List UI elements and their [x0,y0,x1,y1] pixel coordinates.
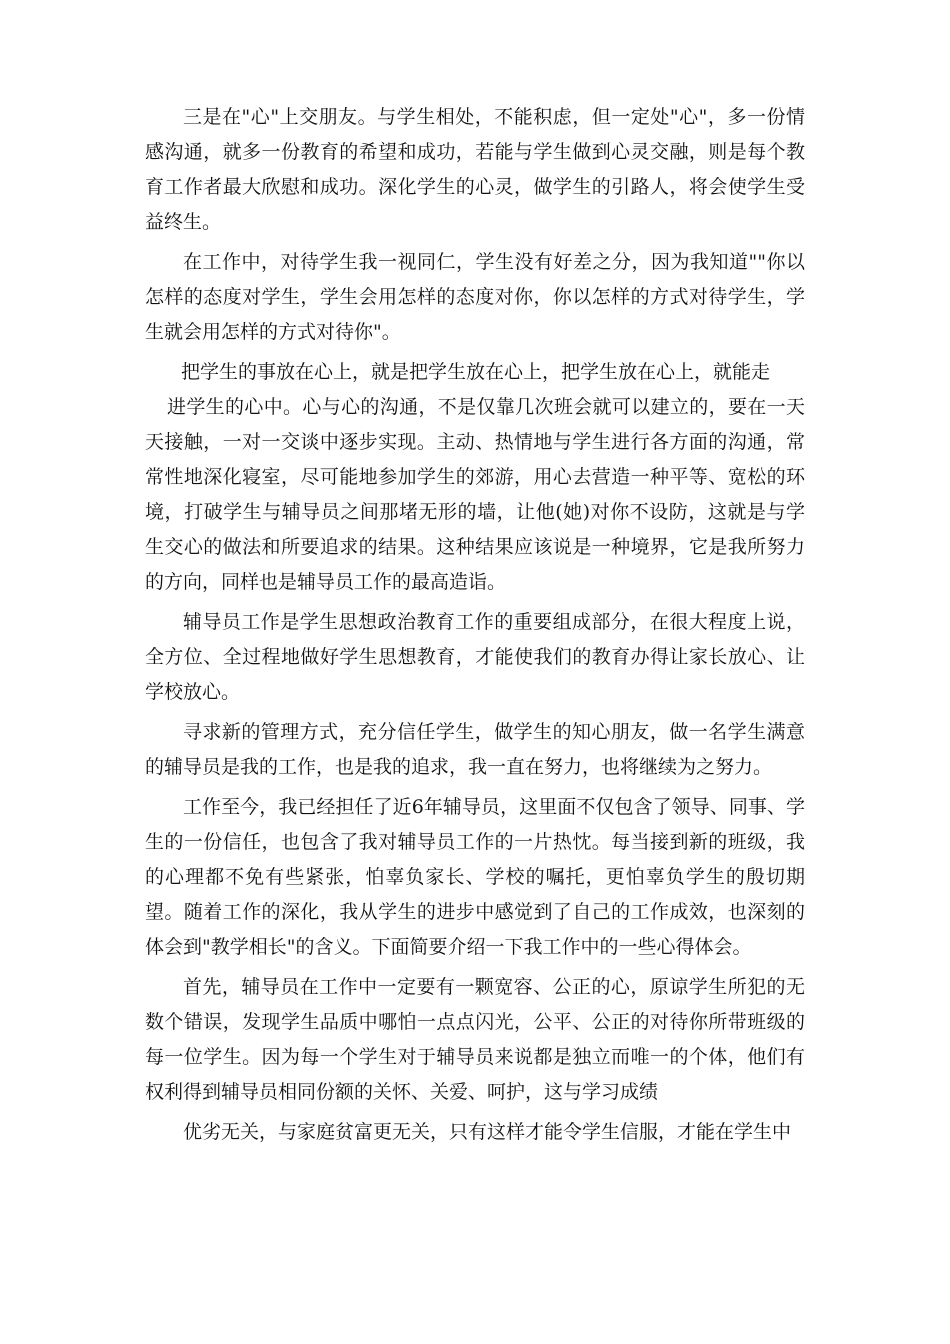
paragraph-8: 首先，辅导员在工作中一定要有一颗宽容、公正的心，原谅学生所犯的无数个错误，发现学生品质中哪怕一点点闪光，公平、公正的对待你所带班级的每一位学生。因为每一个学生对于辅导员来说都是独立而唯一的个体，他们有权利得到辅导员相同份额的关怀、关爱、呵护，这与学习成绩 [145,976,805,1103]
document-page [145,100,805,1155]
paragraph-1: 三是在"心"上交朋友。与学生相处，不能积虑，但一定处"心"，多一份情感沟通，就多一份教育的希望和成功，若能与学生做到心灵交融，则是每个教育工作者最大欣慰和成功。深化学生的心灵，做学生的引路人，将会使学生受益终生。 [145,106,805,233]
paragraph-4: 进学生的心中。心与心的沟通，不是仅靠几次班会就可以建立的，要在一天天接触，一对一交谈中逐步实现。主动、热情地与学生进行各方面的沟通，常常性地深化寝室，尽可能地参加学生的郊游，用心去营造一种平等、宽松的环境，打破学生与辅导员之间那堵无形的墙，让他(她)对你不设防，这就是与学生交心的做法和所要追求的结果。这种结果应该说是一种境界，它是我所努力的方向，同样也是辅导员工作的最高造诣。 [145,396,805,593]
paragraph-9: 优劣无关，与家庭贫富更无关，只有这样才能令学生信服，才能在学生中 [183,1121,792,1143]
paragraph-2: 在工作中，对待学生我一视同仁，学生没有好差之分，因为我知道""你以怎样的态度对学生，学生会用怎样的态度对你，你以怎样的方式对待学生，学生就会用怎样的方式对待你"。 [145,251,805,343]
paragraph-5: 辅导员工作是学生思想政治教育工作的重要组成部分，在很大程度上说，全方位、全过程地做好学生思想教育，才能使我们的教育办得让家长放心、让学校放心。 [145,611,805,703]
paragraph-3: 把学生的事放在心上，就是把学生放在心上，把学生放在心上，就能走 [181,361,771,383]
paragraph-7: 工作至今，我已经担任了近6年辅导员，这里面不仅包含了领导、同事、学生的一份信任，也包含了我对辅导员工作的一片热忱。每当接到新的班级，我的心理都不免有些紧张，怕辜负家长、学校的嘱托，更怕辜负学生的殷切期望。随着工作的深化，我从学生的进步中感觉到了自己的工作成效，也深刻的体会到"教学相长"的含义。下面简要介绍一下我工作中的一些心得体会。 [145,796,805,958]
paragraph-6: 寻求新的管理方式，充分信任学生，做学生的知心朋友，做一名学生满意的辅导员是我的工作，也是我的追求，我一直在努力，也将继续为之努力。 [145,721,805,778]
